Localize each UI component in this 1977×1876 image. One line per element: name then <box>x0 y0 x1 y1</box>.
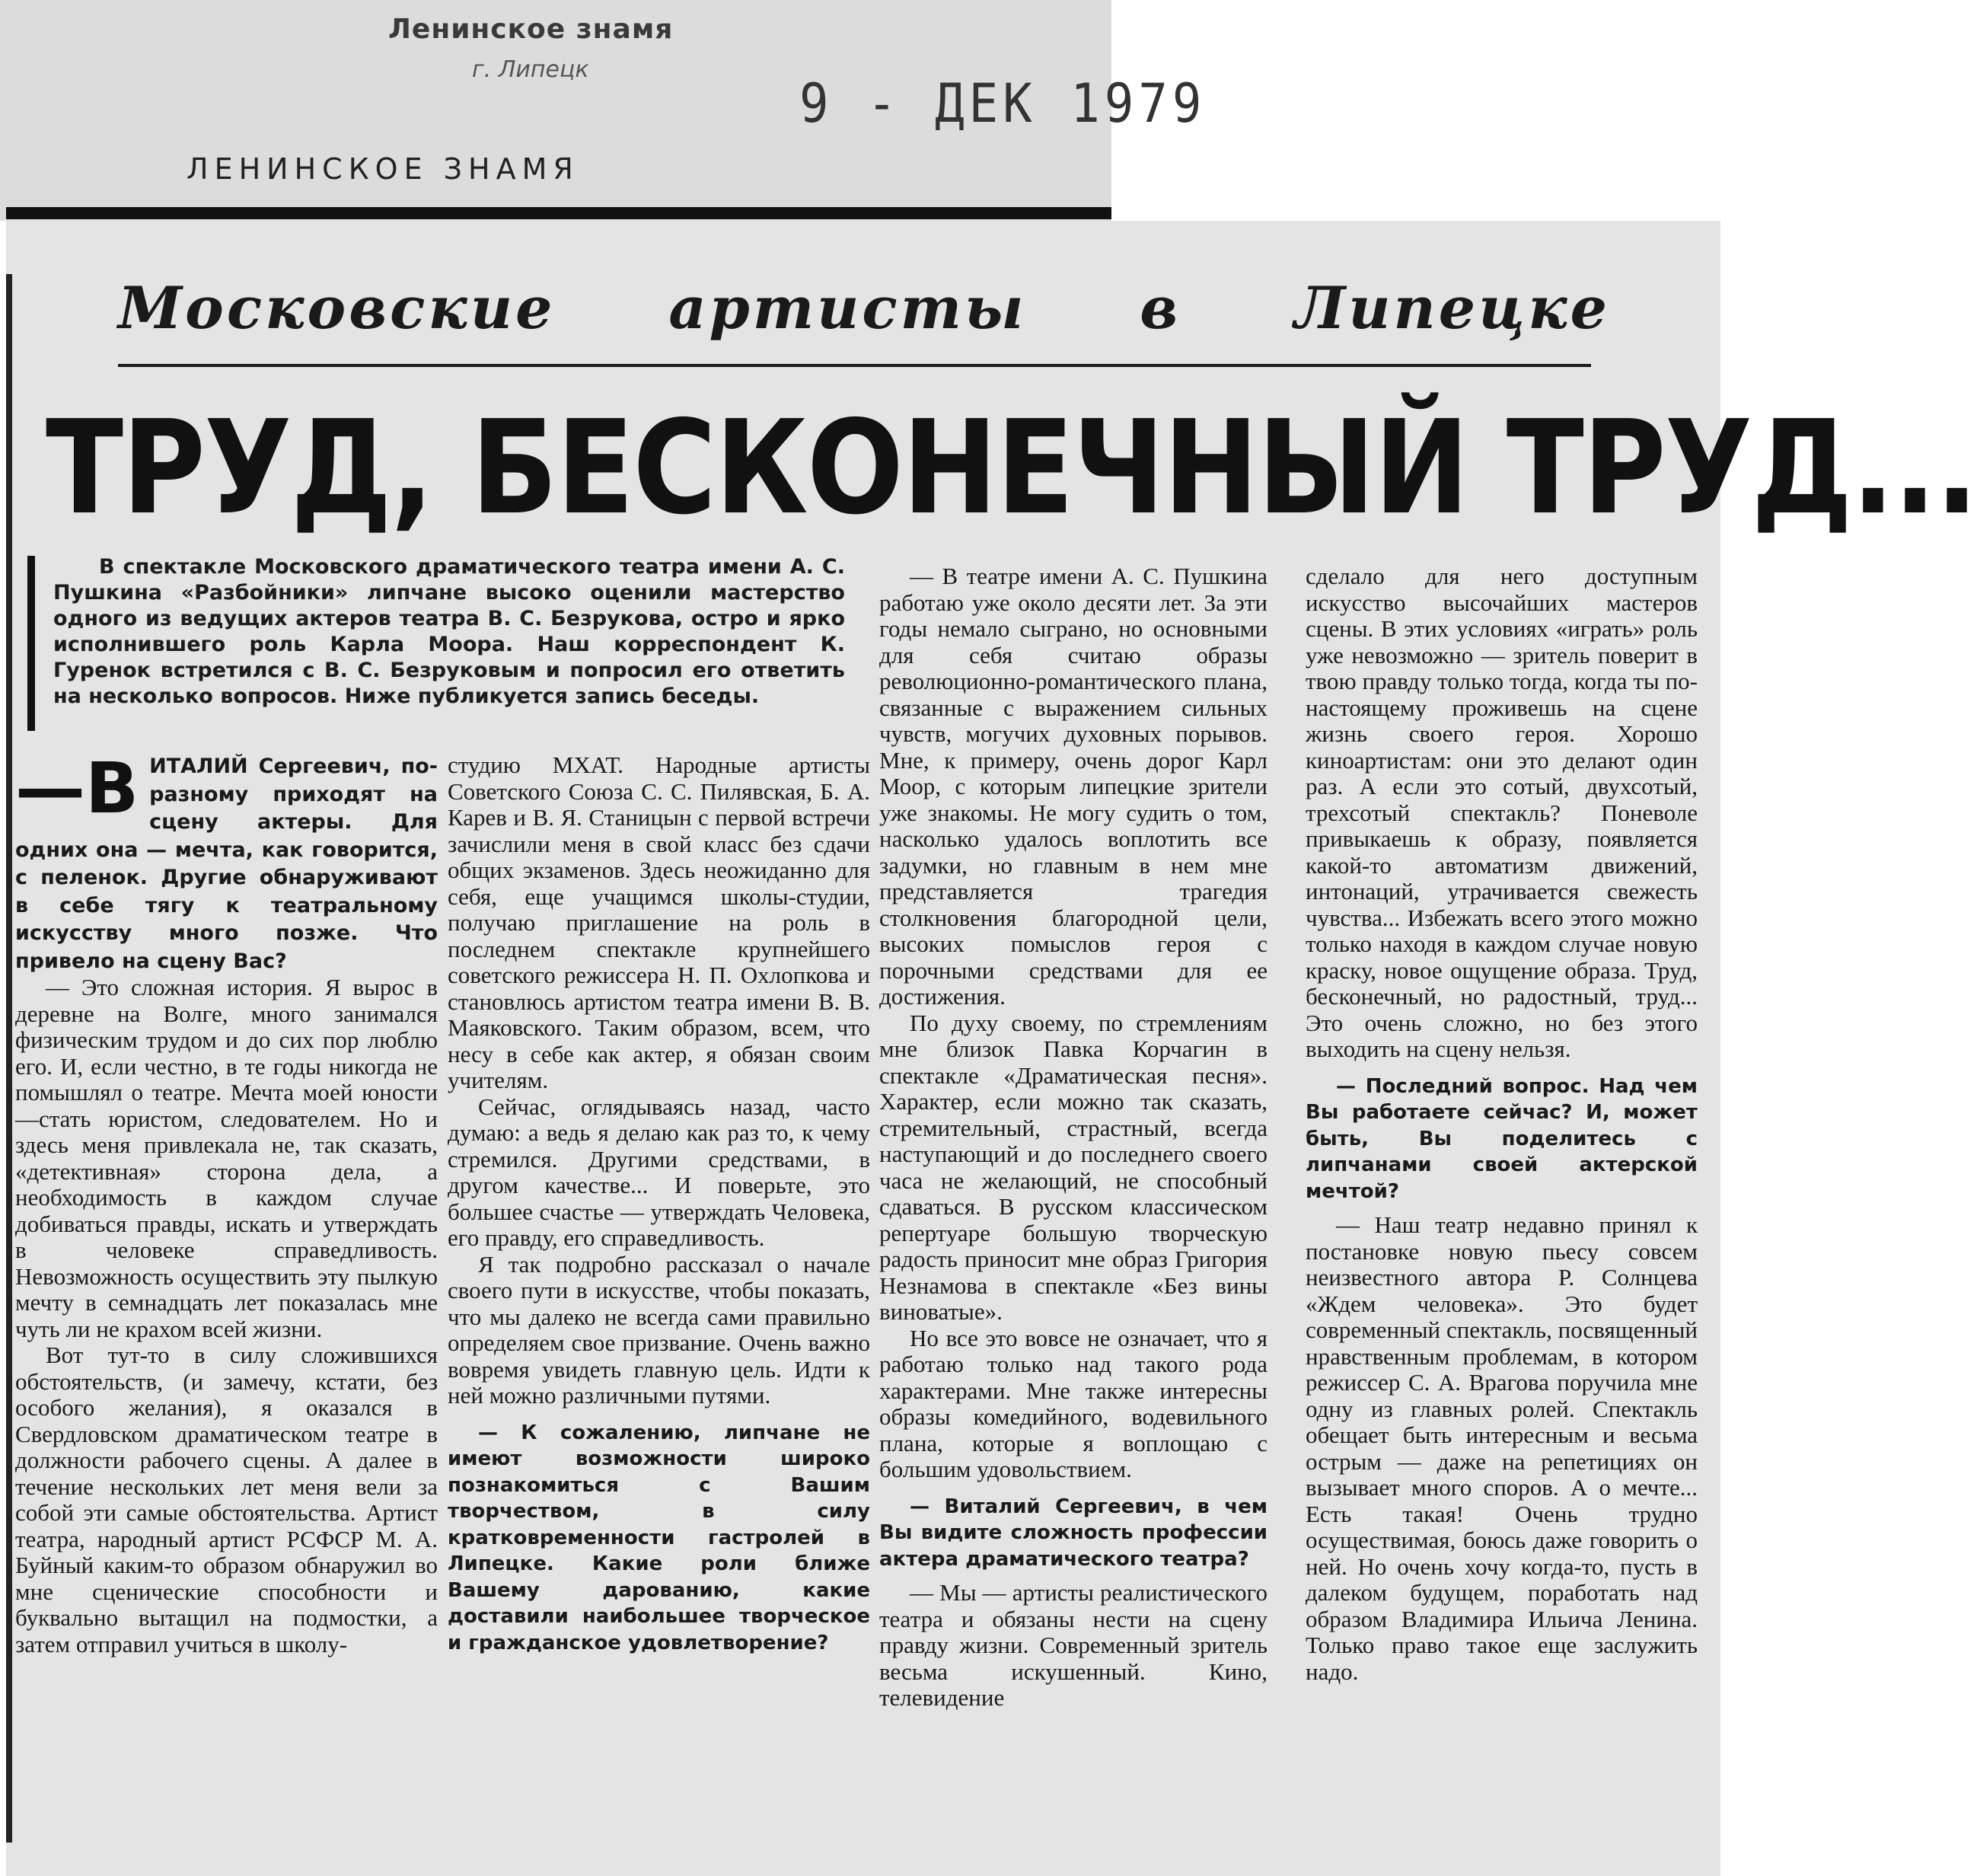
question-2: — К сожалению, липчане не имеют возможности широко познакомиться с Вашим творчеством, в силу кратковременности гастролей в Липецке. Какие роли ближе Вашему дарованию, какие доставили наибольшее творческое и гражданское удовлетворение? <box>448 1421 870 1654</box>
column-3 <box>879 563 1268 1712</box>
paragraph: студию МХАТ. Народные артисты Советского Союза С. С. Пилявская, Б. А. Карев и В. Я. Станицын с первой встречи зачислили меня в свой класс без сдачи общих экзаменов. Здесь неожиданно для себя, еще учащимся школы-студии, получаю приглашение на роль в последнем спектакле крупнейшего советского режиссера Н. П. Охлопкова и становлюсь артистом театра имени В. В. Маяковского. Таким образом, всем, что несу в себе как актер, я обязан своим учителям. <box>448 751 870 1093</box>
paragraph: — В театре имени А. С. Пушкина работаю уже около десяти лет. За эти годы немало сыграно, но основными для себя считаю образы революционно-романтического плана, связанные с выражением сильных чувств, могучих духовных порывов. Мне, к примеру, очень дорог Карл Моор, с которым липецкие зрители уже знакомы. Не могу судить о том, насколько удалось воплотить все задумки, но главным в нем мне представляется трагедия столкновения благородной цели, высоких помыслов героя с порочными средствами для ее достижения. <box>879 563 1268 1010</box>
paragraph: — Наш театр недавно принял к постановке новую пьесу совсем неизвестного автора Р. Солнцева «Ждем человека». Это будет современный спектакль, посвященный нравственным проблемам, в котором режиссер С. А. Врагова поручила мне одну из главных ролей. Спектакль обещает быть интересным и весьма острым — даже на репетициях он вызывает много споров. А о мечте... Есть такая! Очень трудно осуществимая, боюсь даже говорить о ней. Но очень хочу когда-то, пусть в далеком будущем, поработать над образом Владимира Ильича Ленина. Только право такое еще заслужить надо. <box>1306 1211 1698 1685</box>
source-city: г. Липецк <box>472 56 589 83</box>
headline: ТРУД, БЕСКОНЕЧНЫЙ ТРУД... <box>46 393 1977 544</box>
date-stamp: 9 - ДЕК 1979 <box>799 73 1207 136</box>
question-4: — Последний вопрос. Над чем Вы работаете сейчас? И, может быть, Вы поделитесь с липчанами своей актерской мечтой? <box>1306 1074 1698 1203</box>
lead-bar <box>27 556 35 731</box>
header-rule <box>6 207 1111 219</box>
paragraph: сделало для него доступным искусство высочайших мастеров сцены. В этих условиях «играть» роль уже невозможно — зритель поверит в твою правду только тогда, когда ты по-настоящему проживешь на сцене жизнь своего героя. Хорошо киноартистам: они это делают один раз. А если это сотый, двухсотый, трехсотый спектакль? Поневоле привыкаешь к образу, появляется какой-то автоматизм движений, интонаций, утрачивается свежесть чувства... Избежать всего этого можно только находя в каждом случае новую краску, новое ощущение образа. Труд, бесконечный, но радостный, труд... Это очень сложно, но без этого выходить на сцену нельзя. <box>1306 563 1698 1062</box>
column-4 <box>1306 563 1698 1685</box>
dropcap: —В <box>15 748 139 829</box>
rubric-word: Липецке <box>1294 274 1610 342</box>
paragraph: По духу своему, по стремлениям мне близок Павка Корчагин в спектакле «Драматическая песня». Характер, если можно так сказать, стремительный, страстный, всегда наступающий и до последнего своего часа не желающий, не способный сдаваться. В русском классическом репертуаре большую творческую радость приносит мне образ Григория Незнамова в спектакле «Без вины виноватые». <box>879 1009 1268 1325</box>
rubric <box>118 274 1610 342</box>
paragraph: Я так подробно рассказал о начале своего пути в искусстве, чтобы показать, что мы далеко не всегда сами правильно определяем свое призвание. Очень важно вовремя увидеть главную цель. Идти к ней можно различными путями. <box>448 1250 870 1409</box>
paragraph: Но все это вовсе не означает, что я работаю только над такого рода характерами. Мне также интересны образы комедийного, водевильного плана, которые я воплощаю с большим удовольствием. <box>879 1324 1268 1482</box>
question-1-text: ИТАЛИЙ Сергеевич, по-разному приходят на сцену актеры. Для одних она — мечта, как говорится, с пеленок. Другие обнаруживают в себе тягу к театральному искусству много позже. Что привело на сцену Вас? <box>15 755 438 973</box>
paragraph: — Мы — артисты реалистического театра и обязаны нести на сцену правду жизни. Современный зритель весьма искушенный. Кино, телевидение <box>879 1579 1268 1711</box>
question-3: — Виталий Сергеевич, в чем Вы видите сложность профессии актера драматического театра? <box>879 1495 1268 1571</box>
column-2 <box>448 752 870 1664</box>
column-1 <box>15 748 438 1657</box>
masthead: ЛЕНИНСКОЕ ЗНАМЯ <box>187 152 579 186</box>
rubric-rule <box>118 364 1591 367</box>
rubric-word: артисты <box>668 274 1027 342</box>
rubric-word: Московские <box>118 274 556 342</box>
source-stamp: Ленинское знамя <box>388 14 674 45</box>
left-margin-bar <box>6 274 12 1842</box>
rubric-word: в <box>1140 274 1181 342</box>
paragraph: — Это сложная история. Я вырос в деревне на Волге, много занимался физическим трудом и до сих пор люблю его. И, если честно, в те годы никогда не помышлял о театре. Мечта моей юности—стать юристом, следователем. Но и здесь меня привлекала не, так сказать, «детективная» сторона дела, а необходимость в каждом случае добиваться правды, искать и утверждать в человеке справедливость. Невозможность осуществить эту пылкую мечту в семнадцать лет показалась мне чуть ли не крахом всей жизни. <box>15 974 438 1342</box>
question-1 <box>15 748 438 975</box>
paragraph: Вот тут-то в силу сложившихся обстоятельств, (и замечу, кстати, без особого желания), я оказался в Свердловском драматическом театре в должности рабочего сцены. А далее в течение нескольких лет меня вели за собой эти самые обстоятельства. Артист театра, народный артист РСФСР М. А. Буйный каким-то образом обнаружил во мне сценические способности и буквально вытащил на подмостки, а затем отправил учиться в школу- <box>15 1342 438 1657</box>
lead-paragraph: В спектакле Московского драматического театра имени А. С. Пушкина «Разбойники» липчане высоко оценили мастерство одного из ведущих актеров театра В. С. Безрукова, остро и ярко исполнившего роль Карла Моора. Наш корреспондент К. Гуренок встретился с В. С. Безруковым и попросил его ответить на несколько вопросов. Ниже публикуется запись беседы. <box>53 555 845 708</box>
paragraph: Сейчас, оглядываясь назад, часто думаю: а ведь я делаю как раз то, к чему стремился. Другими средствами, в другом качестве... И поверьте, это большее счастье — утверждать Человека, его правду, его справедливость. <box>448 1093 870 1251</box>
